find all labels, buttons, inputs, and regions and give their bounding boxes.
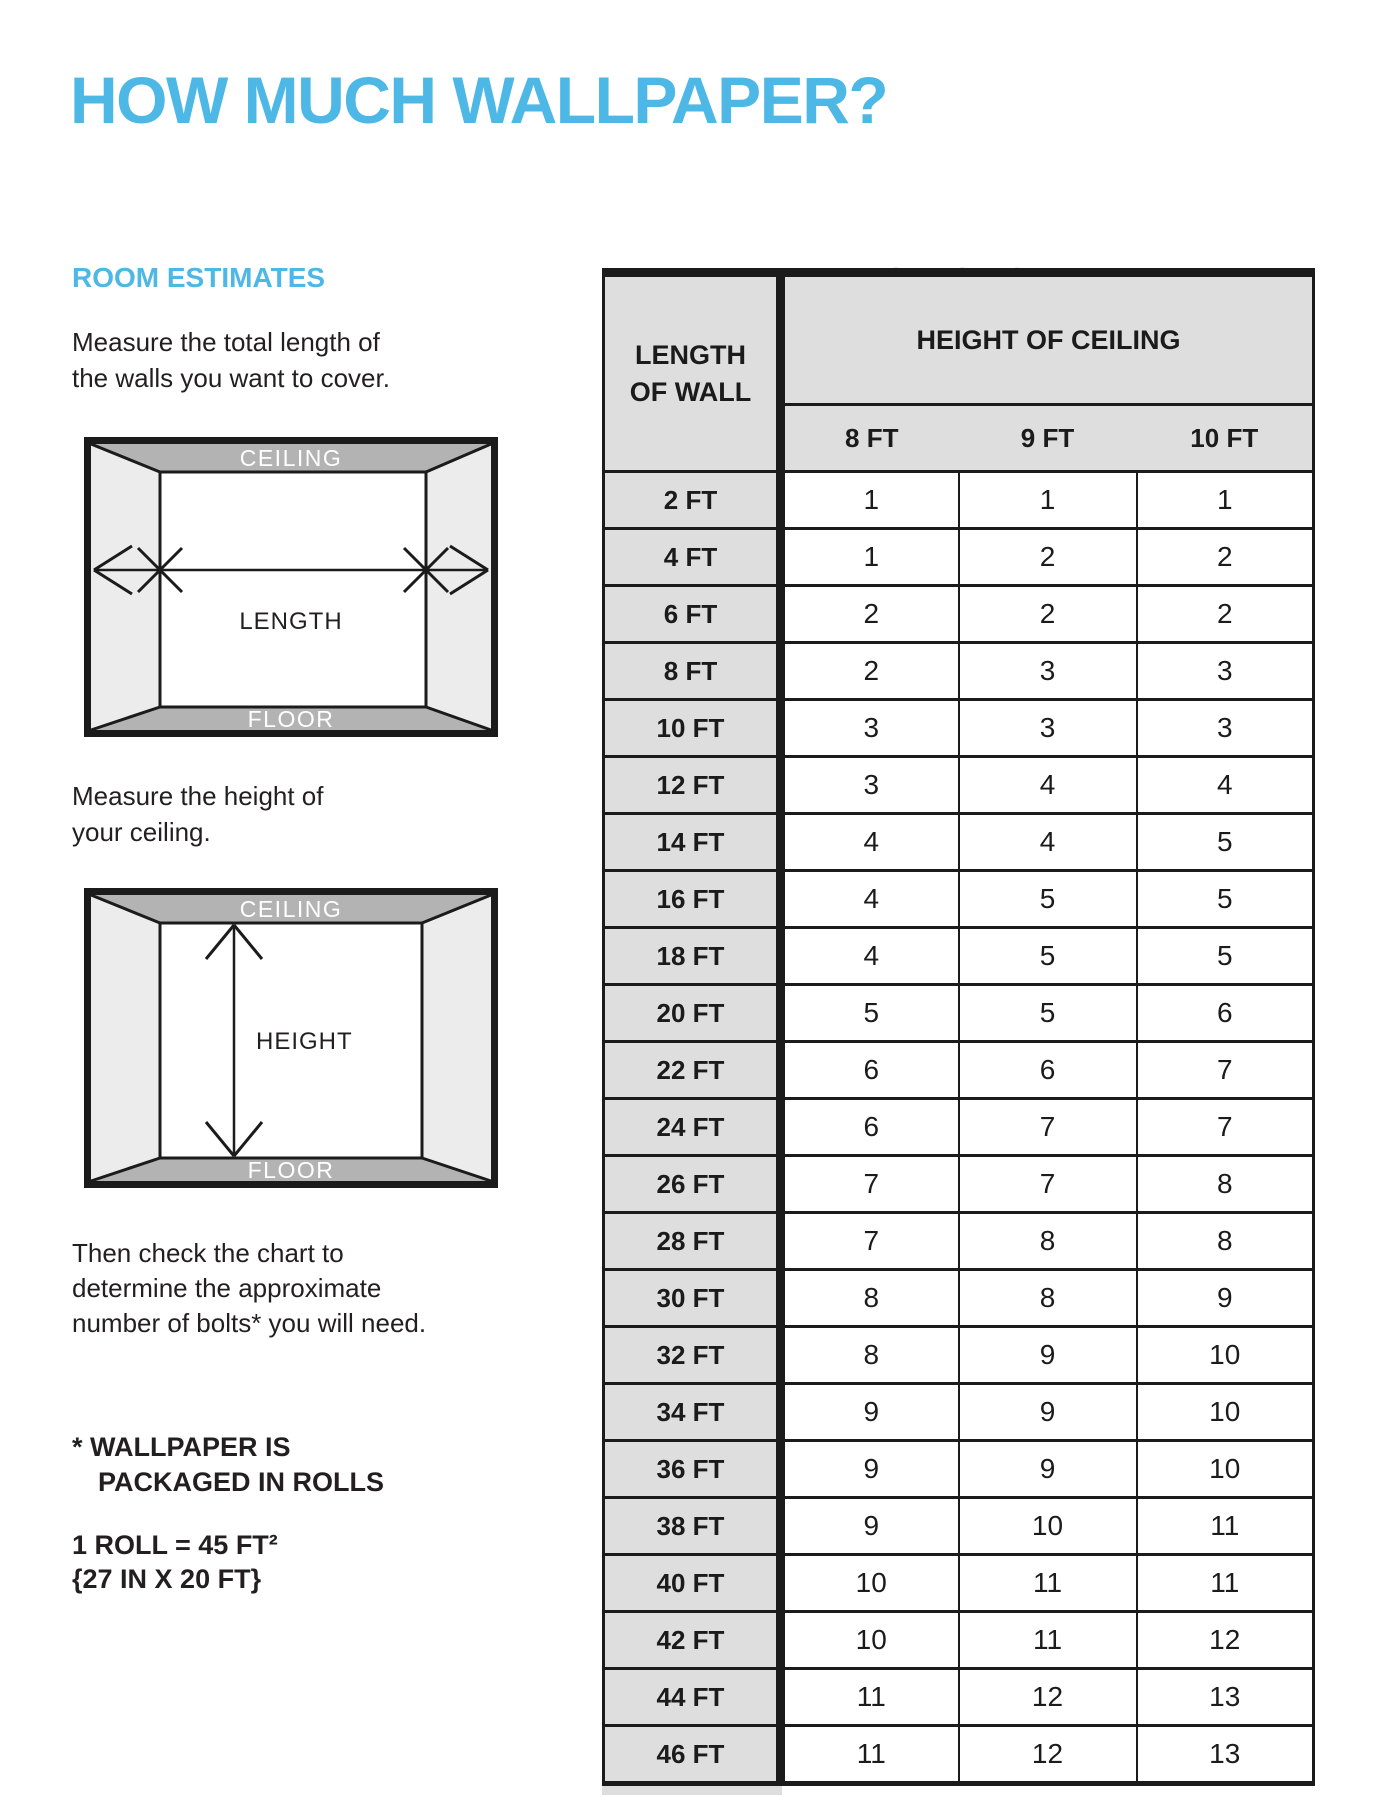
table-row (604, 529, 1314, 586)
rolls-count-cell: 9 (781, 1498, 959, 1555)
rolls-count-cell: 6 (1137, 985, 1314, 1042)
paragraph-line: Then check the chart to (72, 1238, 344, 1268)
ceiling-label: CEILING (239, 445, 343, 471)
rolls-count-cell: 2 (781, 643, 959, 700)
rolls-count-cell: 10 (1137, 1384, 1314, 1441)
header-line: LENGTH (635, 339, 746, 370)
table-row (604, 643, 1314, 700)
roll-area-line: 1 ROLL = 45 FT² (72, 1530, 278, 1560)
rolls-count-cell: 8 (1137, 1156, 1314, 1213)
rolls-count-cell: 4 (781, 871, 959, 928)
rolls-count-cell: 11 (1137, 1498, 1314, 1555)
rolls-count-cell: 8 (781, 1327, 959, 1384)
height-label: HEIGHT (256, 1028, 353, 1055)
length-of-wall-header (604, 273, 781, 472)
rolls-count-cell: 3 (781, 700, 959, 757)
rolls-count-cell: 9 (781, 1441, 959, 1498)
rolls-count-cell: 9 (781, 1384, 959, 1441)
rolls-count-cell: 4 (959, 814, 1137, 871)
ceiling-9ft-header: 9 FT (959, 405, 1137, 472)
note-line: * WALLPAPER IS (72, 1432, 291, 1462)
header-line: OF WALL (629, 376, 752, 407)
rolls-count-cell: 2 (1137, 529, 1314, 586)
rolls-count-cell: 9 (1137, 1270, 1314, 1327)
rolls-count-cell: 5 (1137, 871, 1314, 928)
table-row (604, 1099, 1314, 1156)
rolls-count-cell: 8 (1137, 1213, 1314, 1270)
check-chart-paragraph (72, 1236, 426, 1341)
wall-length-cell: 16 FT (604, 871, 781, 928)
table-row (604, 1555, 1314, 1612)
wall-length-cell: 26 FT (604, 1156, 781, 1213)
rolls-count-cell: 3 (959, 643, 1137, 700)
table-row (604, 1270, 1314, 1327)
table-row (604, 1384, 1314, 1441)
rolls-count-cell: 2 (781, 586, 959, 643)
rolls-needed-table (602, 268, 1315, 1786)
length-label: LENGTH (239, 608, 343, 635)
table-row (604, 586, 1314, 643)
rolls-count-cell: 12 (959, 1669, 1137, 1726)
wall-length-cell: 10 FT (604, 700, 781, 757)
wall-length-cell: 6 FT (604, 586, 781, 643)
rolls-count-cell: 4 (959, 757, 1137, 814)
rolls-count-cell: 4 (781, 814, 959, 871)
page-title: HOW MUCH WALLPAPER? (70, 63, 888, 137)
rolls-count-cell: 6 (959, 1042, 1137, 1099)
wall-length-cell: 46 FT (604, 1726, 781, 1784)
wall-length-cell: 32 FT (604, 1327, 781, 1384)
rolls-count-cell: 3 (1137, 700, 1314, 757)
wall-length-cell: 20 FT (604, 985, 781, 1042)
wall-length-cell: 40 FT (604, 1555, 781, 1612)
table-bottom-tab (602, 1786, 782, 1795)
ceiling-10ft-header: 10 FT (1137, 405, 1314, 472)
rolls-count-cell: 3 (1137, 643, 1314, 700)
wall-length-cell: 38 FT (604, 1498, 781, 1555)
rolls-count-cell: 13 (1137, 1726, 1314, 1784)
table-row (604, 1726, 1314, 1784)
table-row (604, 1441, 1314, 1498)
table-row (604, 1498, 1314, 1555)
wall-length-cell: 12 FT (604, 757, 781, 814)
paragraph-line: your ceiling. (72, 817, 211, 847)
paragraph-line: the walls you want to cover. (72, 363, 390, 393)
wallpaper-rolls-note (72, 1430, 384, 1500)
rolls-count-cell: 5 (1137, 928, 1314, 985)
rolls-count-cell: 7 (959, 1099, 1137, 1156)
wall-length-cell: 14 FT (604, 814, 781, 871)
table-row (604, 1327, 1314, 1384)
rolls-count-cell: 11 (781, 1669, 959, 1726)
rolls-count-cell: 2 (959, 529, 1137, 586)
ceiling-8ft-header: 8 FT (781, 405, 959, 472)
rolls-count-cell: 9 (959, 1441, 1137, 1498)
rolls-count-cell: 10 (781, 1555, 959, 1612)
paragraph-line: Measure the total length of (72, 327, 380, 357)
rolls-count-cell: 7 (959, 1156, 1137, 1213)
paragraph-line: Measure the height of (72, 781, 324, 811)
table-row (604, 1213, 1314, 1270)
paragraph-line: determine the approximate (72, 1273, 382, 1303)
height-room-diagram (84, 888, 498, 1188)
wall-length-cell: 36 FT (604, 1441, 781, 1498)
rolls-count-cell: 7 (781, 1213, 959, 1270)
table-row (604, 1612, 1314, 1669)
wall-length-cell: 22 FT (604, 1042, 781, 1099)
rolls-count-cell: 6 (781, 1099, 959, 1156)
rolls-count-cell: 11 (781, 1726, 959, 1784)
rolls-count-cell: 5 (781, 985, 959, 1042)
rolls-count-cell: 12 (959, 1726, 1137, 1784)
table-row (604, 1669, 1314, 1726)
rolls-count-cell: 5 (959, 871, 1137, 928)
table-row (604, 1042, 1314, 1099)
table-row (604, 700, 1314, 757)
rolls-count-cell: 1 (959, 472, 1137, 529)
rolls-table-body (604, 472, 1314, 1784)
rolls-count-cell: 12 (1137, 1612, 1314, 1669)
table-row (604, 757, 1314, 814)
roll-dimensions-line: {27 IN X 20 FT} (72, 1564, 262, 1594)
floor-label: FLOOR (247, 1157, 335, 1183)
measure-length-paragraph (72, 324, 390, 396)
rolls-count-cell: 8 (959, 1213, 1137, 1270)
rolls-count-cell: 11 (959, 1555, 1137, 1612)
rolls-count-cell: 6 (781, 1042, 959, 1099)
height-of-ceiling-header: HEIGHT OF CEILING (781, 273, 1314, 405)
rolls-count-cell: 9 (959, 1327, 1137, 1384)
rolls-count-cell: 7 (1137, 1042, 1314, 1099)
rolls-count-cell: 2 (959, 586, 1137, 643)
rolls-count-cell: 11 (1137, 1555, 1314, 1612)
rolls-count-cell: 3 (781, 757, 959, 814)
roll-size-note (72, 1528, 278, 1596)
rolls-count-cell: 3 (959, 700, 1137, 757)
rolls-count-cell: 2 (1137, 586, 1314, 643)
rolls-count-cell: 1 (781, 472, 959, 529)
rolls-count-cell: 10 (959, 1498, 1137, 1555)
room-estimates-heading: ROOM ESTIMATES (72, 262, 326, 293)
rolls-table-container (602, 268, 1314, 1795)
rolls-count-cell: 7 (1137, 1099, 1314, 1156)
table-row (604, 1156, 1314, 1213)
rolls-count-cell: 13 (1137, 1669, 1314, 1726)
wall-length-cell: 4 FT (604, 529, 781, 586)
left-wall-surface (91, 895, 160, 1181)
table-header-row (604, 273, 1314, 405)
rolls-count-cell: 8 (959, 1270, 1137, 1327)
rolls-count-cell: 5 (959, 985, 1137, 1042)
ceiling-label: CEILING (239, 896, 343, 922)
wall-length-cell: 24 FT (604, 1099, 781, 1156)
table-row (604, 928, 1314, 985)
length-room-diagram (84, 437, 498, 737)
wall-length-cell: 2 FT (604, 472, 781, 529)
wall-length-cell: 18 FT (604, 928, 781, 985)
rolls-count-cell: 11 (959, 1612, 1137, 1669)
wall-length-cell: 44 FT (604, 1669, 781, 1726)
rolls-count-cell: 10 (1137, 1327, 1314, 1384)
wall-length-cell: 42 FT (604, 1612, 781, 1669)
rolls-count-cell: 1 (781, 529, 959, 586)
left-wall-surface (91, 444, 160, 730)
table-row (604, 871, 1314, 928)
rolls-count-cell: 5 (1137, 814, 1314, 871)
wall-length-cell: 30 FT (604, 1270, 781, 1327)
table-row (604, 814, 1314, 871)
rolls-count-cell: 4 (781, 928, 959, 985)
back-wall (160, 472, 426, 707)
rolls-count-cell: 1 (1137, 472, 1314, 529)
right-wall-surface (422, 895, 491, 1181)
table-row (604, 472, 1314, 529)
rolls-count-cell: 10 (781, 1612, 959, 1669)
rolls-count-cell: 9 (959, 1384, 1137, 1441)
wall-length-cell: 34 FT (604, 1384, 781, 1441)
floor-label: FLOOR (247, 706, 335, 732)
measure-height-paragraph (72, 778, 324, 850)
wall-length-cell: 28 FT (604, 1213, 781, 1270)
rolls-count-cell: 7 (781, 1156, 959, 1213)
rolls-count-cell: 4 (1137, 757, 1314, 814)
rolls-count-cell: 8 (781, 1270, 959, 1327)
paragraph-line: number of bolts* you will need. (72, 1308, 427, 1338)
note-line: PACKAGED IN ROLLS (98, 1467, 385, 1497)
wall-length-cell: 8 FT (604, 643, 781, 700)
rolls-count-cell: 10 (1137, 1441, 1314, 1498)
rolls-count-cell: 5 (959, 928, 1137, 985)
table-row (604, 985, 1314, 1042)
